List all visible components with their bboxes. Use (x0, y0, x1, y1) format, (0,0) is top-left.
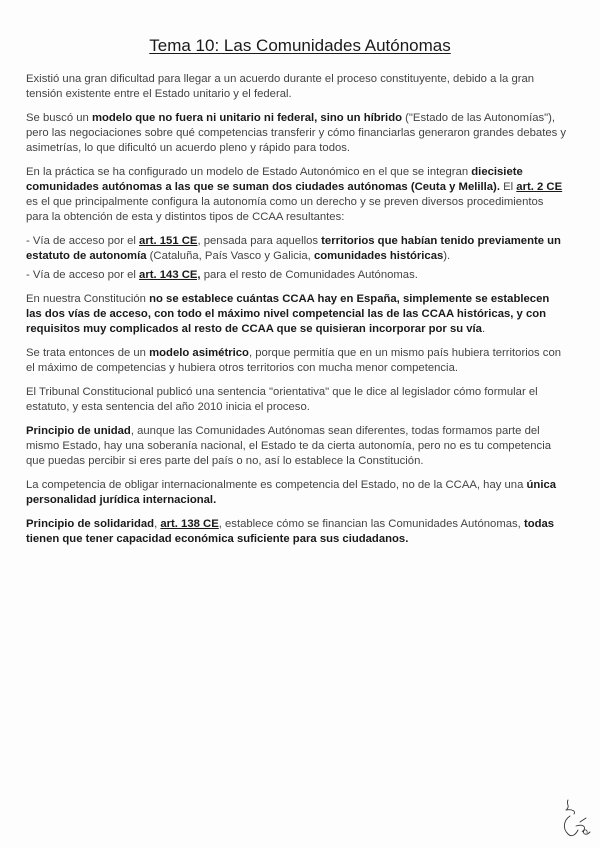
bold-text: modelo que no fuera ni unitario ni federal, sino un híbrido (91, 112, 402, 124)
paragraph-11: Principio de solidaridad, art. 138 CE, establece cómo se financian las Comunidades Autónomas, todas tienen que tener capacidad económica suficiente para sus ciudadanos. (26, 518, 555, 545)
bold-text: territorios que habían tenido previamente un estatuto de autonomía (26, 235, 561, 262)
paragraph-9: Principio de unidad, aunque las Comunidades Autónomas sean diferentes, todas formamos parte del mismo Estado, hay una soberanía nacional, el Estado te da cierta autonomía, pero no es tu competencia que puedas percibir si eres parte del país o no, así lo establece la Constitución. (26, 425, 551, 467)
page-title: Tema 10: Las Comunidades Autónomas (149, 36, 451, 55)
bold-text: única personalidad jurídica internacional. (26, 479, 557, 506)
bold-text: modelo asimétrico (149, 347, 249, 359)
document-body (26, 72, 568, 556)
paragraph-2: Se buscó un modelo que no fuera ni unitario ni federal, sino un híbrido ("Estado de las Autonomías"), pero las negociaciones sobre qué competencias transferir y cómo financiarlas generaron grandes debates y asimetrías, lo que dificultó un acuerdo pleno y rápido para todos. (26, 112, 567, 154)
paragraph-1: Existió una gran dificultad para llegar a un acuerdo durante el proceso constituyente, debido a la gran tensión existente entre el Estado unitario y el federal. (26, 73, 535, 100)
handwritten-signature-icon (556, 796, 596, 842)
bold-text: comunidades históricas (313, 250, 444, 262)
paragraph-4: - Vía de acceso por el art. 151 CE, pensada para aquellos territorios que habían tenido previamente un estatuto de autonomía (Cataluña, País Vasco y Galicia, comunidades históricas). (26, 235, 561, 262)
article-reference: art. 151 CE (139, 235, 198, 247)
article-reference: art. 2 CE (516, 181, 563, 193)
paragraph-5: - Vía de acceso por el art. 143 CE, para el resto de Comunidades Autónomas. (26, 269, 418, 281)
bold-text: no se establece cuántas CCAA hay en España, simplemente se establecen las dos vías de acceso, con todo el máximo nivel competencial las de las CCAA históricas, y con requisitos muy complicados al resto de CCAA que se quisieran incorporar por su vía (26, 293, 550, 335)
paragraph-3: En la práctica se ha configurado un modelo de Estado Autonómico en el que se integran diecisiete comunidades autónomas a las que se suman dos ciudades autónomas (Ceuta y Melilla). El art. 2 CE es el que principalmente configura la autonomía como un derecho y se preven diversos procedimientos para la obtención de esta y distintos tipos de CCAA resultantes: (26, 166, 563, 223)
paragraph-7: Se trata entonces de un modelo asimétrico, porque permitía que en un mismo país hubiera territorios con el máximo de competencias y hubiera otros territorios con mucha menor competencia. (26, 347, 562, 374)
article-reference: art. 138 CE (160, 518, 219, 530)
paragraph-10: La competencia de obligar internacionalmente es competencia del Estado, no de la CCAA, hay una única personalidad jurídica internacional. (26, 479, 557, 506)
bold-text: diecisiete comunidades autónomas a las que se suman dos ciudades autónomas (Ceuta y Melilla). (26, 166, 523, 193)
bold-text: todas tienen que tener capacidad económica suficiente para sus ciudadanos. (26, 518, 555, 545)
bold-text: Principio de solidaridad (26, 518, 155, 530)
bold-text: Principio de unidad (26, 425, 131, 437)
article-reference: art. 143 CE, (139, 269, 201, 281)
paragraph-6: En nuestra Constitución no se establece cuántas CCAA hay en España, simplemente se establecen las dos vías de acceso, con todo el máximo nivel competencial las de las CCAA históricas, y con requisitos muy complicados al resto de CCAA que se quisieran incorporar por su vía. (26, 293, 550, 335)
paragraph-8: El Tribunal Constitucional publicó una sentencia "orientativa" que le dice al legislador cómo formular el estatuto, y esta sentencia del año 2010 inicia el proceso. (26, 386, 538, 413)
